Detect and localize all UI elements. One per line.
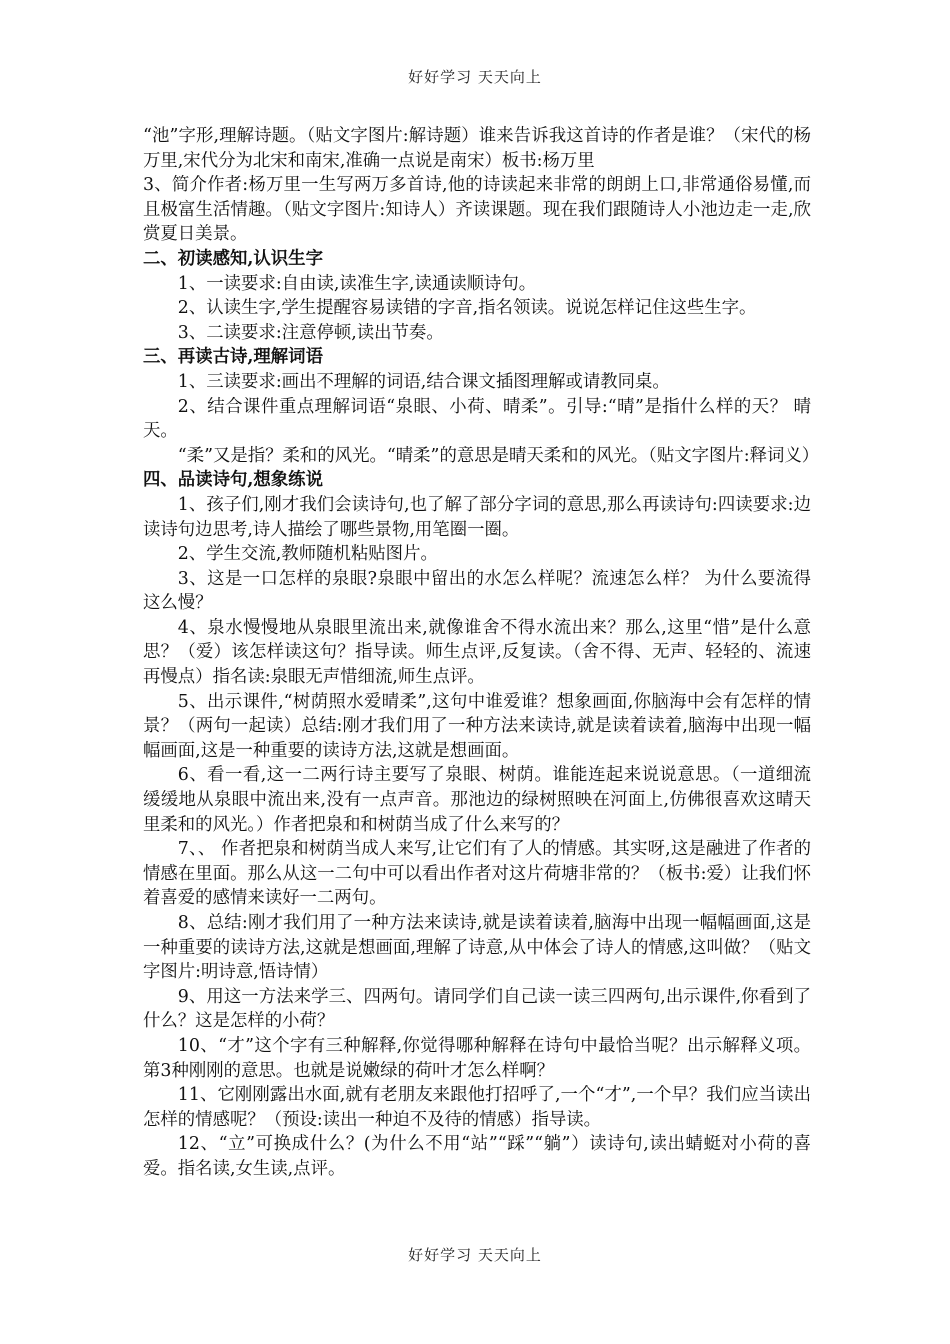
paragraph: 7、、 作者把泉和树荫当成人来写,让它们有了人的情感。其实呀,这是融进了作者的情感在里面。那么从这一二句中可以看出作者对这片荷塘非常的？（板书:爱）让我们怀着喜爱的感情来读好一二两句。 (143, 839, 811, 909)
paragraph: 9、用这一方法来学三、四两句。请同学们自己读一读三四两句,出示课件,你看到了什么？这是怎样的小荷？ (143, 986, 811, 1032)
paragraph: “池”字形,理解诗题。（贴文字图片:解诗题）谁来告诉我这首诗的作者是谁？（宋代的杨万里,宋代分为北宋和南宋,准确一点说是南宋）板书:杨万里 (143, 126, 811, 171)
page-footer: 好好学习 天天向上 (408, 1246, 542, 1264)
paragraph: 1、一读要求:自由读,读准生字,读通读顺诗句。 (177, 273, 537, 294)
paragraph: 8、总结:刚才我们用了一种方法来读诗,就是读着读着,脑海中出现一幅幅画面,这是一种重要的读诗方法,这就是想画面,理解了诗意,从中体会了诗人的情感,这叫做？（贴文字图片:明诗意,悟诗情） (143, 913, 811, 983)
section-heading: 四、品读诗句,想象练说 (143, 470, 323, 491)
paragraph: 2、结合课件重点理解词语“泉眼、小荷、晴柔”。引导:“晴”是指什么样的天？ 晴天。 (143, 396, 811, 442)
paragraph: 5、出示课件,“树荫照水爱晴柔”,这句中谁爱谁？想象画面,你脑海中会有怎样的情景？（两句一起读）总结:刚才我们用了一种方法来读诗,就是读着读着,脑海中出现一幅幅画面,这是一种重要的读诗方法,这就是想画面。 (143, 691, 811, 761)
paragraph: “柔”又是指？柔和的风光。“晴柔”的意思是晴天柔和的风光。（贴文字图片:释词义） (177, 445, 820, 466)
paragraph: 3、简介作者:杨万里一生写两万多首诗,他的诗读起来非常的朗朗上口,非常通俗易懂,而且极富生活情趣。（贴文字图片:知诗人）齐读课题。现在我们跟随诗人小池边走一走,欣赏夏日美景。 (143, 175, 811, 245)
paragraph: 11、它刚刚露出水面,就有老朋友来跟他打招呼了,一个“才”,一个早？我们应当读出怎样的情感呢？（预设:读出一种迫不及待的情感）指导读。 (143, 1085, 811, 1130)
paragraph: 1、孩子们,刚才我们会读诗句,也了解了部分字词的意思,那么再读诗句:四读要求:边读诗句边思考,诗人描绘了哪些景物,用笔圈一圈。 (143, 494, 811, 540)
paragraph: 6、看一看,这一二两行诗主要写了泉眼、树荫。谁能连起来说说意思。（一道细流缓缓地从泉眼中流出来,没有一点声音。那池边的绿树照映在河面上,仿佛很喜欢这晴天里柔和的风光。）作者把泉和和树荫当成了什么来写的？ (143, 765, 811, 835)
paragraph: 1、三读要求:画出不理解的词语,结合课文插图理解或请教同桌。 (177, 371, 670, 392)
paragraph: 3、二读要求:注意停顿,读出节奏。 (177, 322, 444, 343)
page-header: 好好学习 天天向上 (408, 68, 542, 86)
document-body (143, 124, 820, 1182)
paragraph: 2、学生交流,教师随机粘贴图片。 (177, 544, 438, 565)
paragraph: 3、这是一口怎样的泉眼?泉眼中留出的水怎么样呢？流速怎么样？ 为什么要流得这么慢？ (143, 568, 811, 614)
paragraph: 10、“才”这个字有三种解释,你觉得哪种解释在诗句中最恰当呢？出示解释义项。第3种刚刚的意思。也就是说嫩绿的荷叶才怎么样啊？ (143, 1035, 811, 1081)
paragraph: 4、泉水慢慢地从泉眼里流出来,就像谁舍不得水流出来？那么,这里“惜”是什么意思？（爱）该怎样读这句？指导读。师生点评,反复读。（舍不得、无声、轻轻的、流速再慢点）指名读:泉眼无声惜细流,师生点评。 (143, 617, 811, 688)
section-heading: 二、初读感知,认识生字 (143, 248, 323, 269)
paragraph: 2、认读生字,学生提醒容易读错的字音,指名领读。说说怎样记住这些生字。 (177, 298, 757, 319)
paragraph: 12、“立”可换成什么？(为什么不用“站”“踩”“躺”）读诗句,读出蜻蜓对小荷的喜爱。指名读,女生读,点评。 (143, 1134, 811, 1179)
section-heading: 三、再读古诗,理解词语 (143, 347, 323, 368)
